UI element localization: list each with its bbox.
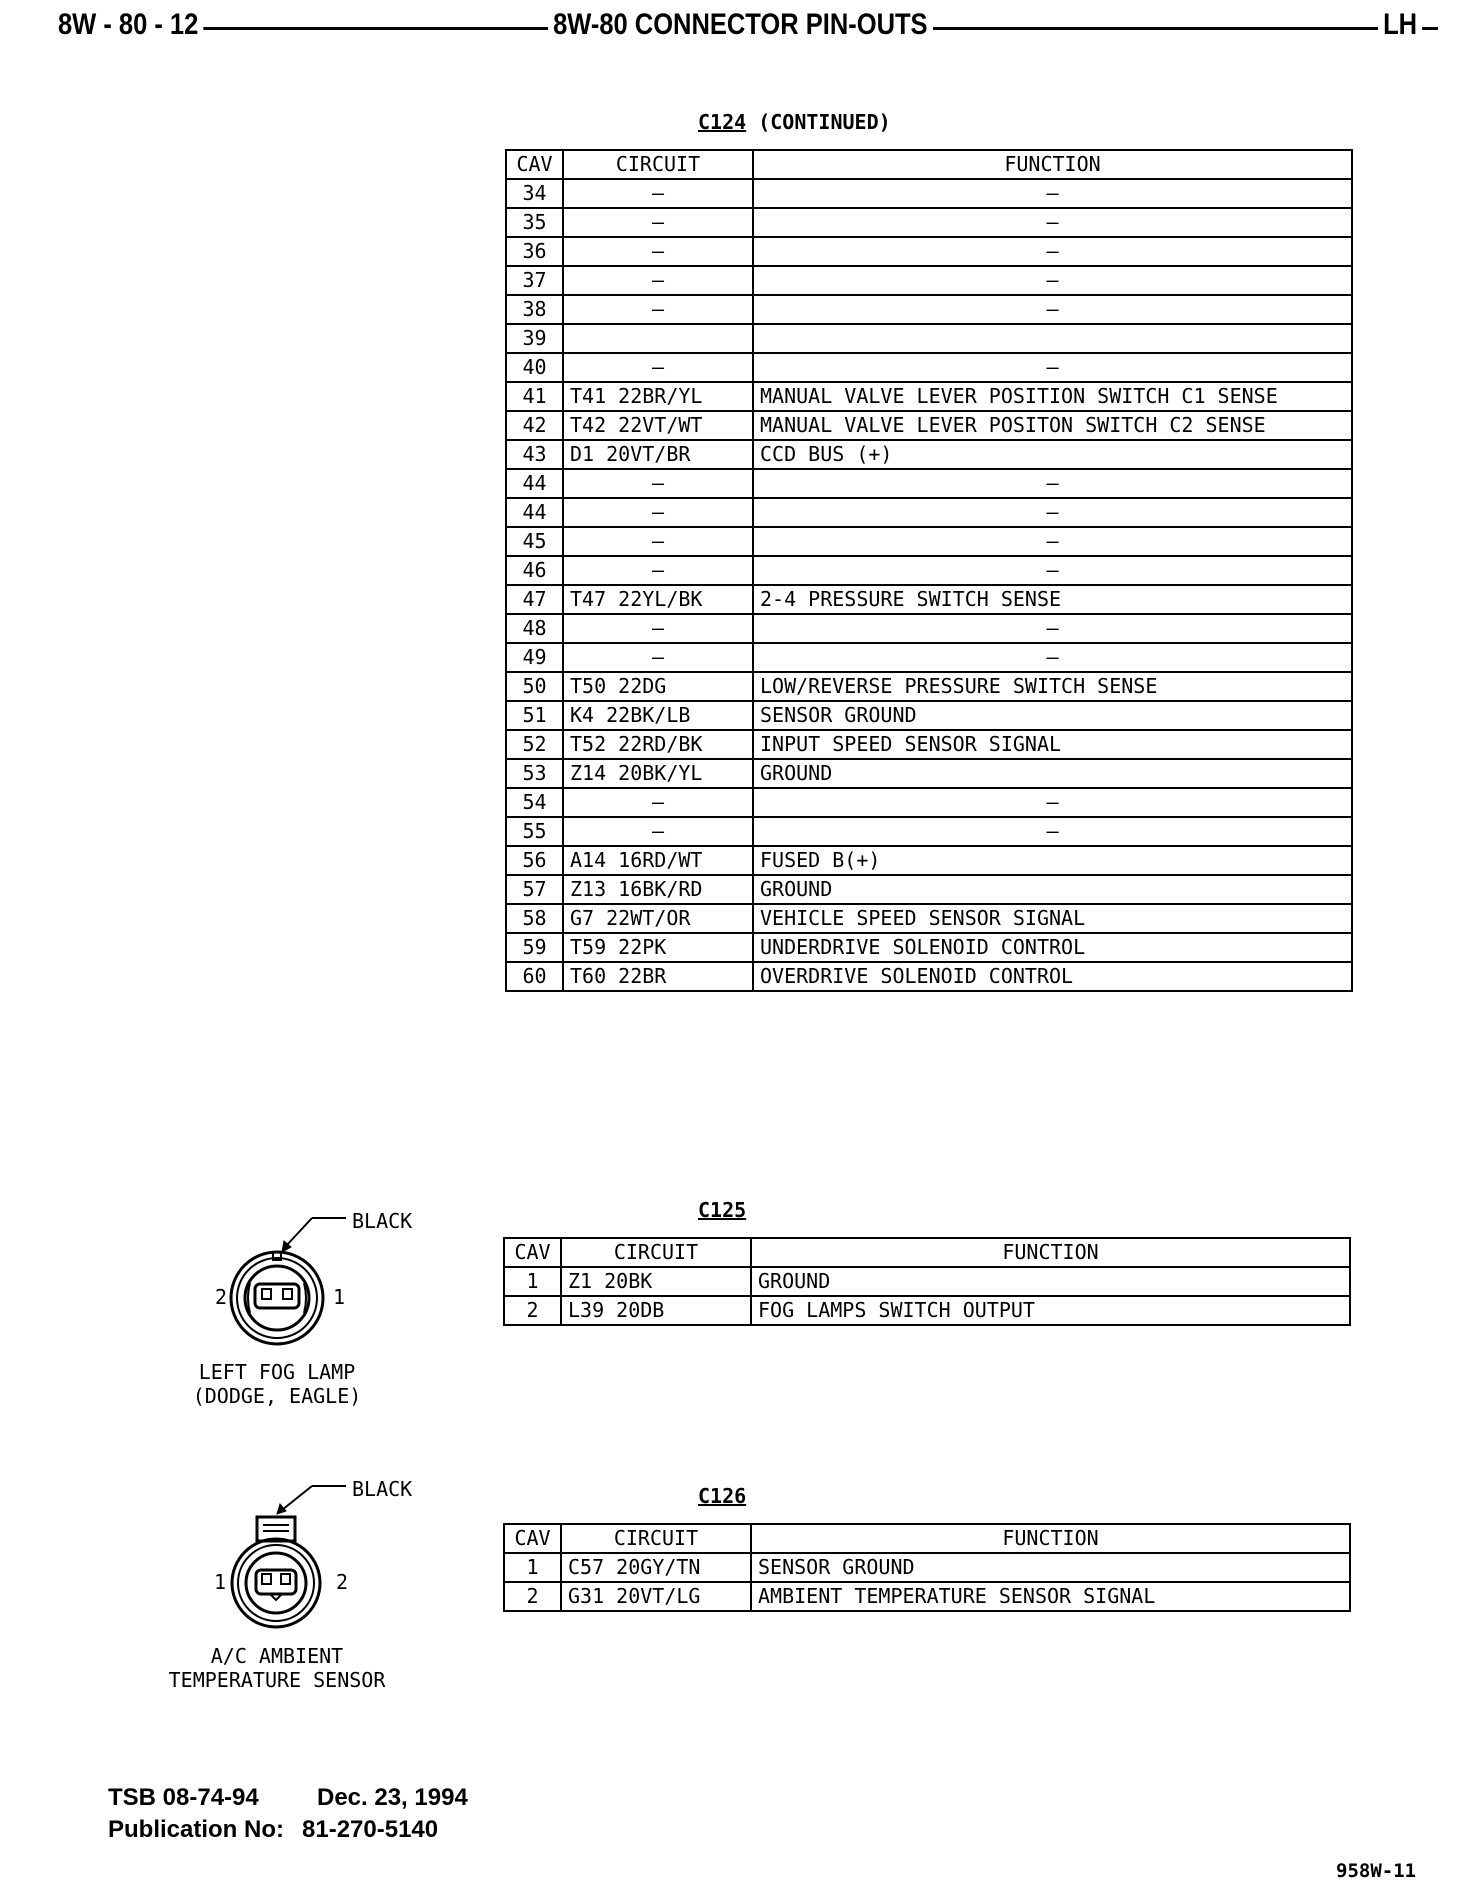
function-cell: – (753, 614, 1352, 643)
function-cell: – (753, 643, 1352, 672)
function-cell: SENSOR GROUND (753, 701, 1352, 730)
cav-cell: 55 (506, 817, 563, 846)
table-row (506, 759, 1352, 788)
column-header-cav: CAV (504, 1524, 561, 1553)
circuit-cell: – (563, 353, 753, 382)
cav-cell: 1 (504, 1553, 561, 1582)
table-row (506, 382, 1352, 411)
table-row (506, 788, 1352, 817)
cav-cell: 38 (506, 295, 563, 324)
column-header-cav: CAV (506, 150, 563, 179)
function-cell: SENSOR GROUND (751, 1553, 1350, 1582)
function-cell: – (753, 527, 1352, 556)
function-cell: GROUND (753, 759, 1352, 788)
table-row (506, 643, 1352, 672)
circuit-cell: – (563, 295, 753, 324)
ambient-sensor-pin-left: 1 (214, 1570, 227, 1594)
circuit-cell: – (563, 469, 753, 498)
circuit-cell: – (563, 788, 753, 817)
table-row (506, 469, 1352, 498)
circuit-cell: – (563, 179, 753, 208)
circuit-cell: T41 22BR/YL (563, 382, 753, 411)
table-row (506, 556, 1352, 585)
table-row (506, 527, 1352, 556)
connector-face-icon (231, 1252, 323, 1344)
table-row (506, 295, 1352, 324)
c124-table (505, 149, 1353, 992)
table-row (504, 1553, 1350, 1582)
function-cell: – (753, 295, 1352, 324)
circuit-cell: – (563, 643, 753, 672)
table-row (506, 846, 1352, 875)
table-row (506, 614, 1352, 643)
function-cell: – (753, 353, 1352, 382)
circuit-cell: T60 22BR (563, 962, 753, 991)
column-header-function: FUNCTION (751, 1524, 1350, 1553)
tsb-date: Dec. 23, 1994 (317, 1784, 468, 1811)
c126-caption (698, 1484, 746, 1508)
table-row (506, 440, 1352, 469)
function-cell: MANUAL VALVE LEVER POSITON SWITCH C2 SENSE (753, 411, 1352, 440)
column-header-function: FUNCTION (753, 150, 1352, 179)
c125-caption-name: C125 (698, 1198, 747, 1222)
circuit-cell: L39 20DB (561, 1296, 751, 1325)
cav-cell: 56 (506, 846, 563, 875)
function-cell: – (753, 266, 1352, 295)
c125-rows (504, 1267, 1350, 1325)
leader-arrow-icon (282, 1218, 346, 1252)
cav-cell: 41 (506, 382, 563, 411)
function-cell: MANUAL VALVE LEVER POSITION SWITCH C1 SENSE (753, 382, 1352, 411)
publication-label: Publication No: (108, 1816, 284, 1843)
function-cell: VEHICLE SPEED SENSOR SIGNAL (753, 904, 1352, 933)
circuit-cell: T59 22PK (563, 933, 753, 962)
cav-cell: 39 (506, 324, 563, 353)
cav-cell: 58 (506, 904, 563, 933)
function-cell: 2-4 PRESSURE SWITCH SENSE (753, 585, 1352, 614)
circuit-cell: G7 22WT/OR (563, 904, 753, 933)
column-header-circuit: CIRCUIT (561, 1238, 751, 1267)
table-header-row (506, 150, 1352, 179)
c126-caption-name: C126 (698, 1484, 747, 1508)
circuit-cell: Z1 20BK (561, 1267, 751, 1296)
function-cell: FOG LAMPS SWITCH OUTPUT (751, 1296, 1350, 1325)
table-row (506, 179, 1352, 208)
cav-cell: 37 (506, 266, 563, 295)
function-cell: AMBIENT TEMPERATURE SENSOR SIGNAL (751, 1582, 1350, 1611)
side-indicator: LH (1378, 8, 1422, 42)
column-header-function: FUNCTION (751, 1238, 1350, 1267)
function-cell: GROUND (751, 1267, 1350, 1296)
c126-rows (504, 1553, 1350, 1611)
cav-cell: 48 (506, 614, 563, 643)
page-reference: 8W - 80 - 12 (58, 8, 203, 42)
connector-name-line1: LEFT FOG LAMP (198, 1360, 356, 1384)
table-header-row (504, 1238, 1350, 1267)
function-cell: OVERDRIVE SOLENOID CONTROL (753, 962, 1352, 991)
table-row (506, 208, 1352, 237)
circuit-cell: T47 22YL/BK (563, 585, 753, 614)
table-row (506, 962, 1352, 991)
cav-cell: 2 (504, 1296, 561, 1325)
table-row (506, 875, 1352, 904)
column-header-circuit: CIRCUIT (563, 150, 753, 179)
function-cell: GROUND (753, 875, 1352, 904)
cav-cell: 54 (506, 788, 563, 817)
leader-arrow-icon (277, 1486, 346, 1514)
circuit-cell: K4 22BK/LB (563, 701, 753, 730)
connector-name-line2: (DODGE, EAGLE) (192, 1384, 362, 1408)
function-cell: – (753, 556, 1352, 585)
circuit-cell: T52 22RD/BK (563, 730, 753, 759)
cav-cell: 40 (506, 353, 563, 382)
fog-lamp-pin-left: 2 (215, 1285, 228, 1309)
function-cell: CCD BUS (+) (753, 440, 1352, 469)
function-cell: INPUT SPEED SENSOR SIGNAL (753, 730, 1352, 759)
circuit-cell: – (563, 614, 753, 643)
cav-cell: 34 (506, 179, 563, 208)
column-header-circuit: CIRCUIT (561, 1524, 751, 1553)
cav-cell: 53 (506, 759, 563, 788)
table-header-row (504, 1524, 1350, 1553)
cav-cell: 44 (506, 498, 563, 527)
circuit-cell: – (563, 266, 753, 295)
connector-name-line1: A/C AMBIENT (210, 1644, 344, 1668)
connector-name-line2: TEMPERATURE SENSOR (168, 1668, 386, 1692)
page-code: 958W-11 (1336, 1860, 1417, 1882)
fog-lamp-color-label: BLACK (352, 1209, 413, 1233)
function-cell: – (753, 237, 1352, 266)
function-cell: – (753, 817, 1352, 846)
ambient-sensor-connector-name (150, 1644, 404, 1692)
tsb-number: TSB 08-74-94 (108, 1784, 259, 1811)
function-cell: – (753, 788, 1352, 817)
circuit-cell: T42 22VT/WT (563, 411, 753, 440)
c125-caption (698, 1198, 746, 1222)
function-cell: – (753, 469, 1352, 498)
circuit-cell: Z13 16BK/RD (563, 875, 753, 904)
cav-cell: 43 (506, 440, 563, 469)
function-cell: – (753, 498, 1352, 527)
connector-face-icon (232, 1517, 320, 1627)
cav-cell: 1 (504, 1267, 561, 1296)
circuit-cell: Z14 20BK/YL (563, 759, 753, 788)
circuit-cell: A14 16RD/WT (563, 846, 753, 875)
table-row (506, 817, 1352, 846)
circuit-cell (563, 324, 753, 353)
c124-caption-name: C124 (698, 110, 747, 134)
section-title: 8W-80 CONNECTOR PIN-OUTS (548, 8, 933, 42)
cav-cell: 46 (506, 556, 563, 585)
table-row (506, 904, 1352, 933)
fog-lamp-pin-right: 1 (333, 1285, 346, 1309)
circuit-cell: – (563, 237, 753, 266)
circuit-cell: G31 20VT/LG (561, 1582, 751, 1611)
circuit-cell: – (563, 208, 753, 237)
cav-cell: 36 (506, 237, 563, 266)
circuit-cell: C57 20GY/TN (561, 1553, 751, 1582)
circuit-cell: – (563, 527, 753, 556)
cav-cell: 42 (506, 411, 563, 440)
circuit-cell: T50 22DG (563, 672, 753, 701)
circuit-cell: D1 20VT/BR (563, 440, 753, 469)
table-row (504, 1267, 1350, 1296)
table-row (504, 1582, 1350, 1611)
cav-cell: 45 (506, 527, 563, 556)
table-row (506, 585, 1352, 614)
function-cell (753, 324, 1352, 353)
table-row (506, 498, 1352, 527)
circuit-cell: – (563, 498, 753, 527)
cav-cell: 60 (506, 962, 563, 991)
cav-cell: 52 (506, 730, 563, 759)
circuit-cell: – (563, 817, 753, 846)
function-cell: LOW/REVERSE PRESSURE SWITCH SENSE (753, 672, 1352, 701)
cav-cell: 50 (506, 672, 563, 701)
table-row (506, 730, 1352, 759)
table-row (506, 237, 1352, 266)
function-cell: – (753, 179, 1352, 208)
table-row (506, 672, 1352, 701)
cav-cell: 51 (506, 701, 563, 730)
table-row (506, 411, 1352, 440)
table-row (506, 266, 1352, 295)
column-header-cav: CAV (504, 1238, 561, 1267)
table-row (506, 353, 1352, 382)
cav-cell: 2 (504, 1582, 561, 1611)
table-row (506, 933, 1352, 962)
cav-cell: 57 (506, 875, 563, 904)
c124-caption (698, 110, 891, 134)
function-cell: UNDERDRIVE SOLENOID CONTROL (753, 933, 1352, 962)
c124-rows (506, 179, 1352, 991)
table-row (504, 1296, 1350, 1325)
function-cell: FUSED B(+) (753, 846, 1352, 875)
ambient-sensor-pin-right: 2 (336, 1570, 349, 1594)
function-cell: – (753, 208, 1352, 237)
fog-lamp-connector-name (170, 1360, 384, 1408)
c124-caption-suffix: (CONTINUED) (746, 110, 891, 134)
ambient-sensor-color-label: BLACK (352, 1477, 413, 1501)
cav-cell: 47 (506, 585, 563, 614)
c126-table (503, 1523, 1351, 1612)
c125-table (503, 1237, 1351, 1326)
table-row (506, 701, 1352, 730)
cav-cell: 35 (506, 208, 563, 237)
cav-cell: 49 (506, 643, 563, 672)
table-row (506, 324, 1352, 353)
circuit-cell: – (563, 556, 753, 585)
cav-cell: 59 (506, 933, 563, 962)
cav-cell: 44 (506, 469, 563, 498)
publication-number: 81-270-5140 (302, 1816, 439, 1843)
